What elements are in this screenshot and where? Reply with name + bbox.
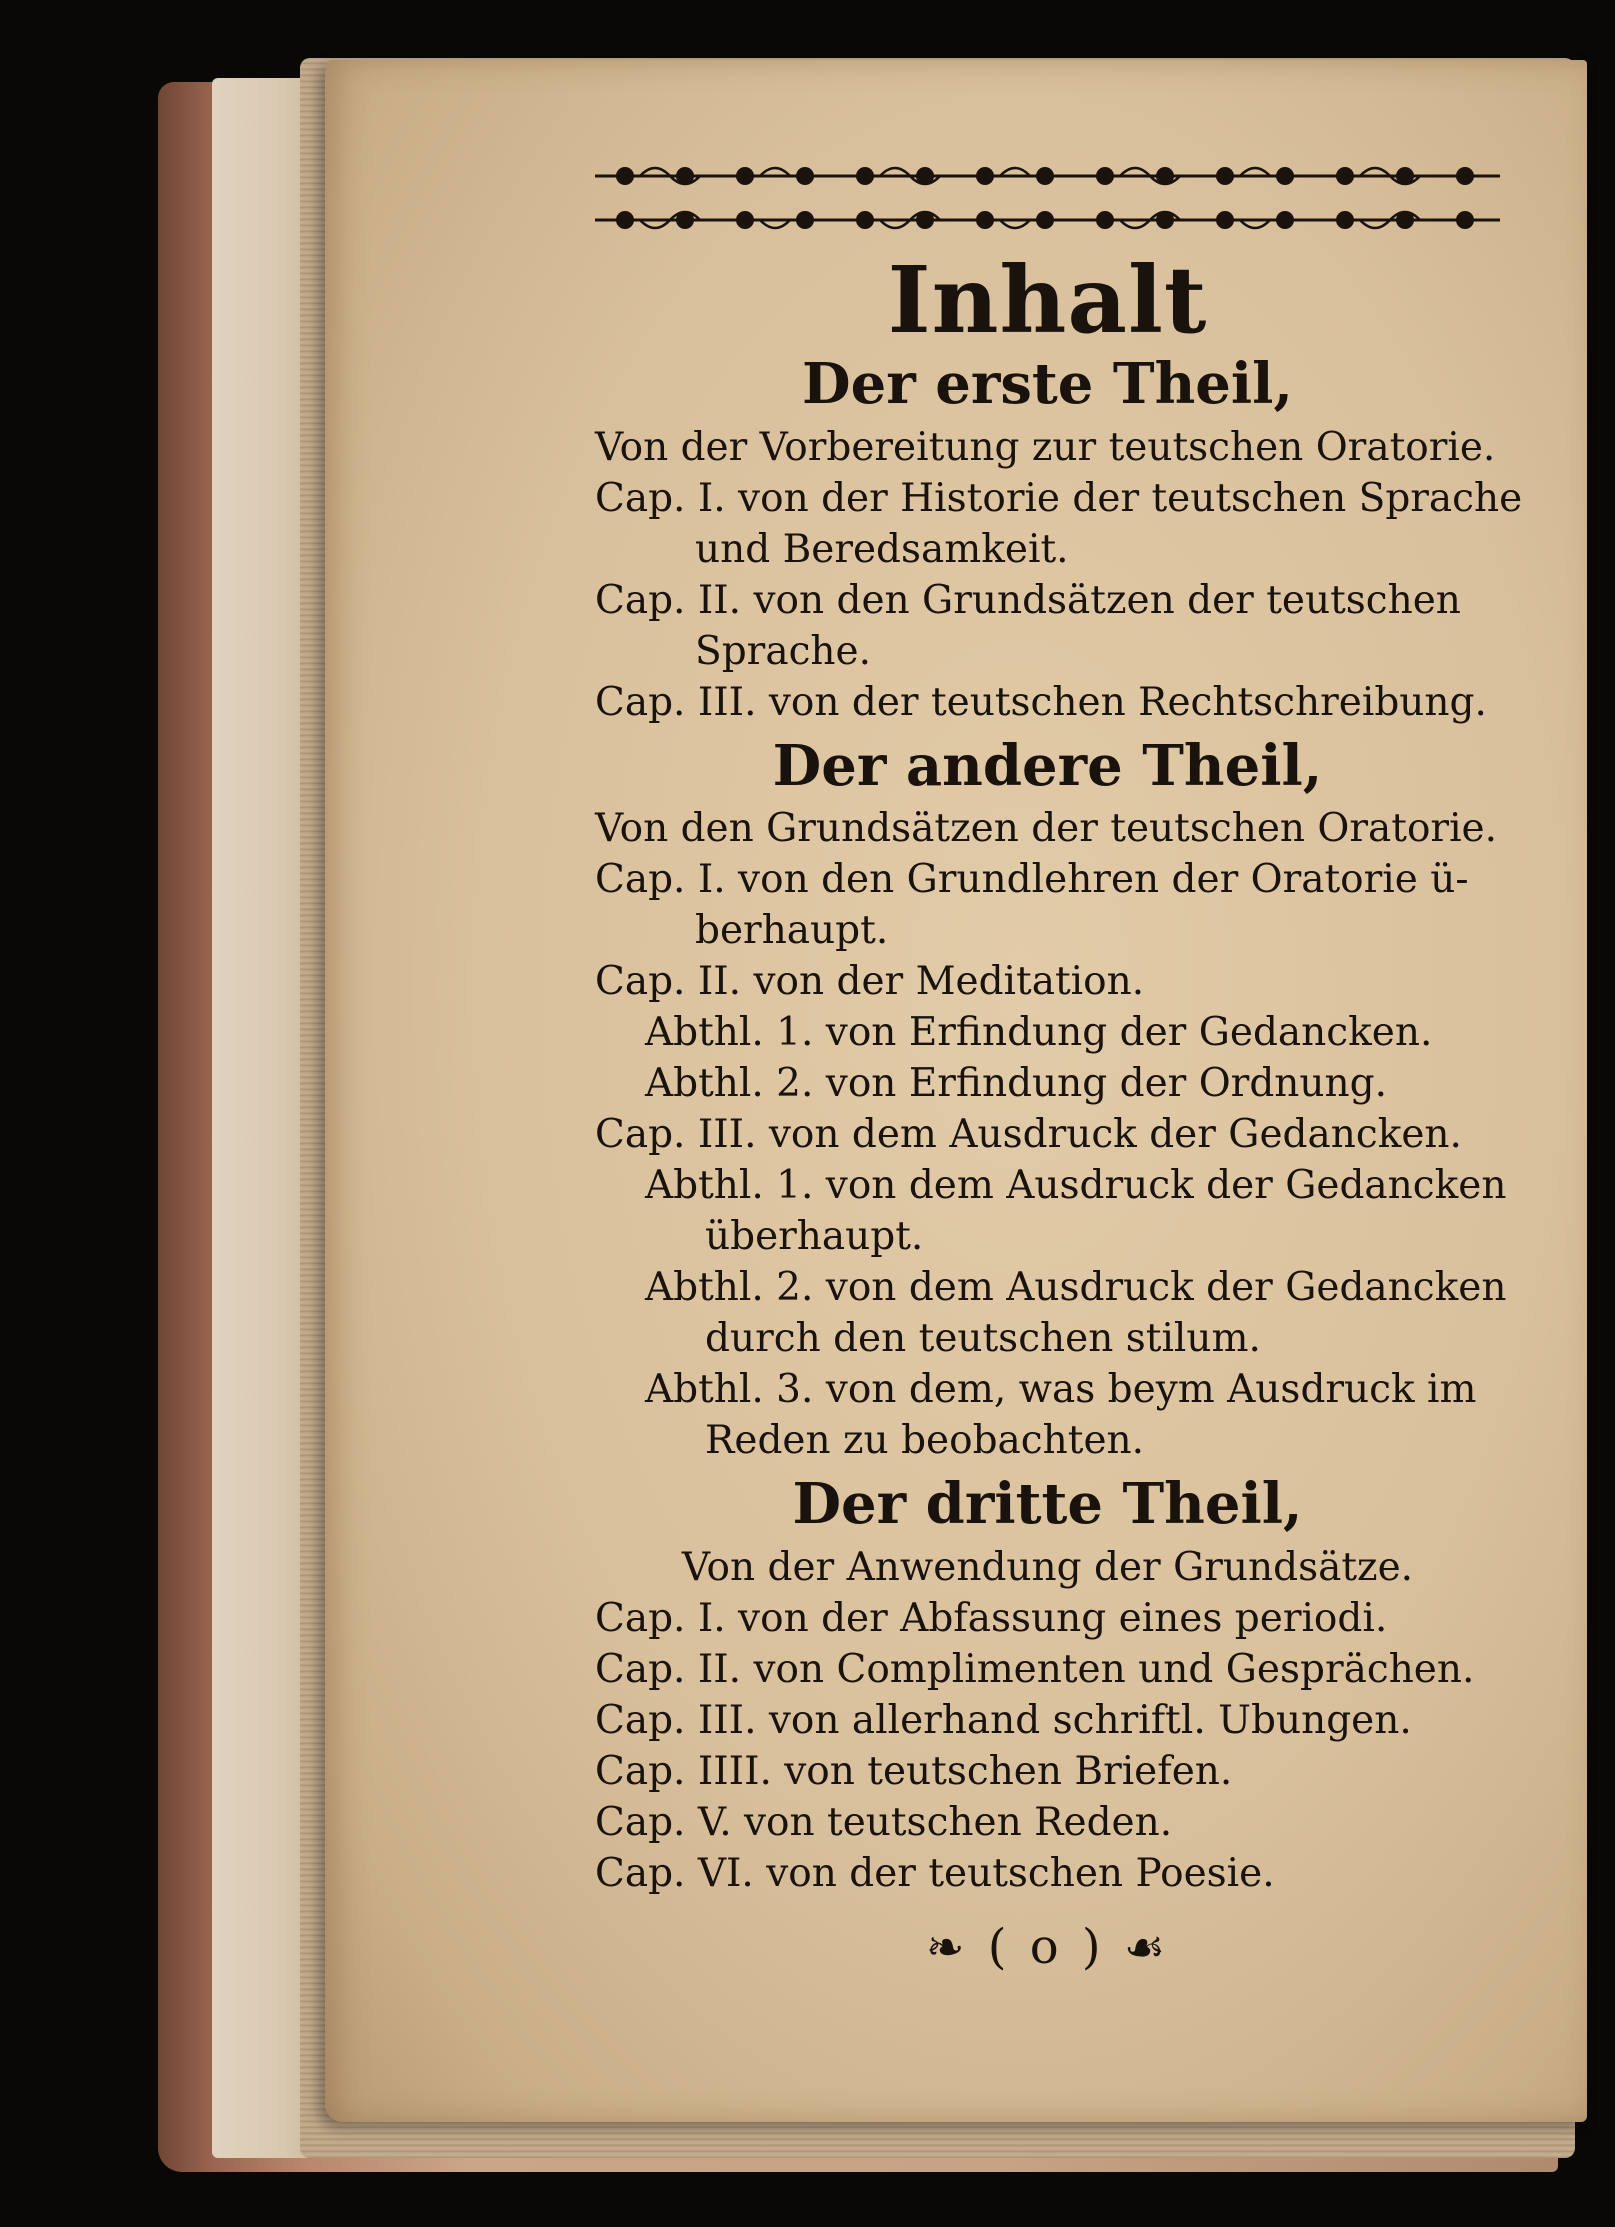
signature-mark: ( o ) <box>987 1918 1105 1975</box>
toc-entry-continuation: und Beredsamkeit. <box>695 526 1069 572</box>
part-heading: Der andere Theil, <box>772 732 1323 799</box>
toc-entry: Cap. IIII. von teutschen Briefen. <box>595 1748 1233 1794</box>
toc-entry: Cap. V. von teutschen Reden. <box>595 1799 1173 1845</box>
toc-entry: Cap. I. von den Grundlehren der Oratorie ü- <box>595 857 1469 903</box>
toc-subentry: Abthl. 3. von dem, was beym Ausdruck im <box>645 1367 1477 1413</box>
part-heading: Der dritte Theil, <box>792 1471 1303 1538</box>
toc-entry-continuation: berhaupt. <box>695 908 889 954</box>
toc-entry: Cap. III. von der teutschen Rechtschreibung. <box>595 679 1487 725</box>
toc-entry: Cap. I. von der Historie der teutschen Sprache <box>595 475 1523 521</box>
toc-subentry: Abthl. 1. von dem Ausdruck der Gedancken <box>645 1163 1507 1209</box>
toc-entry-continuation: durch den teutschen stilum. <box>705 1316 1261 1362</box>
page-title: Inhalt <box>887 246 1208 354</box>
page-footer <box>595 1919 1500 1975</box>
toc-subentry: Abthl. 2. von dem Ausdruck der Gedancken <box>645 1265 1507 1311</box>
part-subtitle: Von den Grundsätzen der teutschen Oratorie. <box>595 806 1498 852</box>
part-subtitle: Von der Anwendung der Grundsätze. <box>681 1544 1414 1590</box>
ornament-border-icon <box>595 148 1500 248</box>
page-content <box>595 148 1523 1975</box>
part-subtitle: Von der Vorbereitung zur teutschen Oratorie. <box>595 424 1496 470</box>
fleuron-right-icon: ☙ <box>1123 1919 1170 1974</box>
toc-entry: Cap. VI. von der teutschen Poesie. <box>595 1850 1275 1896</box>
toc-subentry: Abthl. 1. von Erfindung der Gedancken. <box>645 1010 1433 1056</box>
toc-entry-continuation: Reden zu beobachten. <box>705 1418 1145 1464</box>
toc-entry: Cap. II. von der Meditation. <box>595 959 1145 1005</box>
toc-entry: Cap. I. von der Abfassung eines periodi. <box>595 1595 1388 1641</box>
toc-entry: Cap. II. von den Grundsätzen der teutschen <box>595 577 1461 623</box>
toc-entry-continuation: überhaupt. <box>705 1214 924 1260</box>
toc-entry: Cap. III. von dem Ausdruck der Gedancken. <box>595 1112 1462 1158</box>
toc-entry: Cap. III. von allerhand schriftl. Ubungen. <box>595 1697 1412 1743</box>
part-heading: Der erste Theil, <box>802 351 1293 417</box>
toc-subentry: Abthl. 2. von Erfindung der Ordnung. <box>645 1061 1388 1107</box>
fleuron-left-icon: ❧ <box>925 1919 969 1974</box>
toc-entry: Cap. II. von Complimenten und Gesprächen. <box>595 1646 1475 1692</box>
toc-entry-continuation: Sprache. <box>695 628 872 674</box>
